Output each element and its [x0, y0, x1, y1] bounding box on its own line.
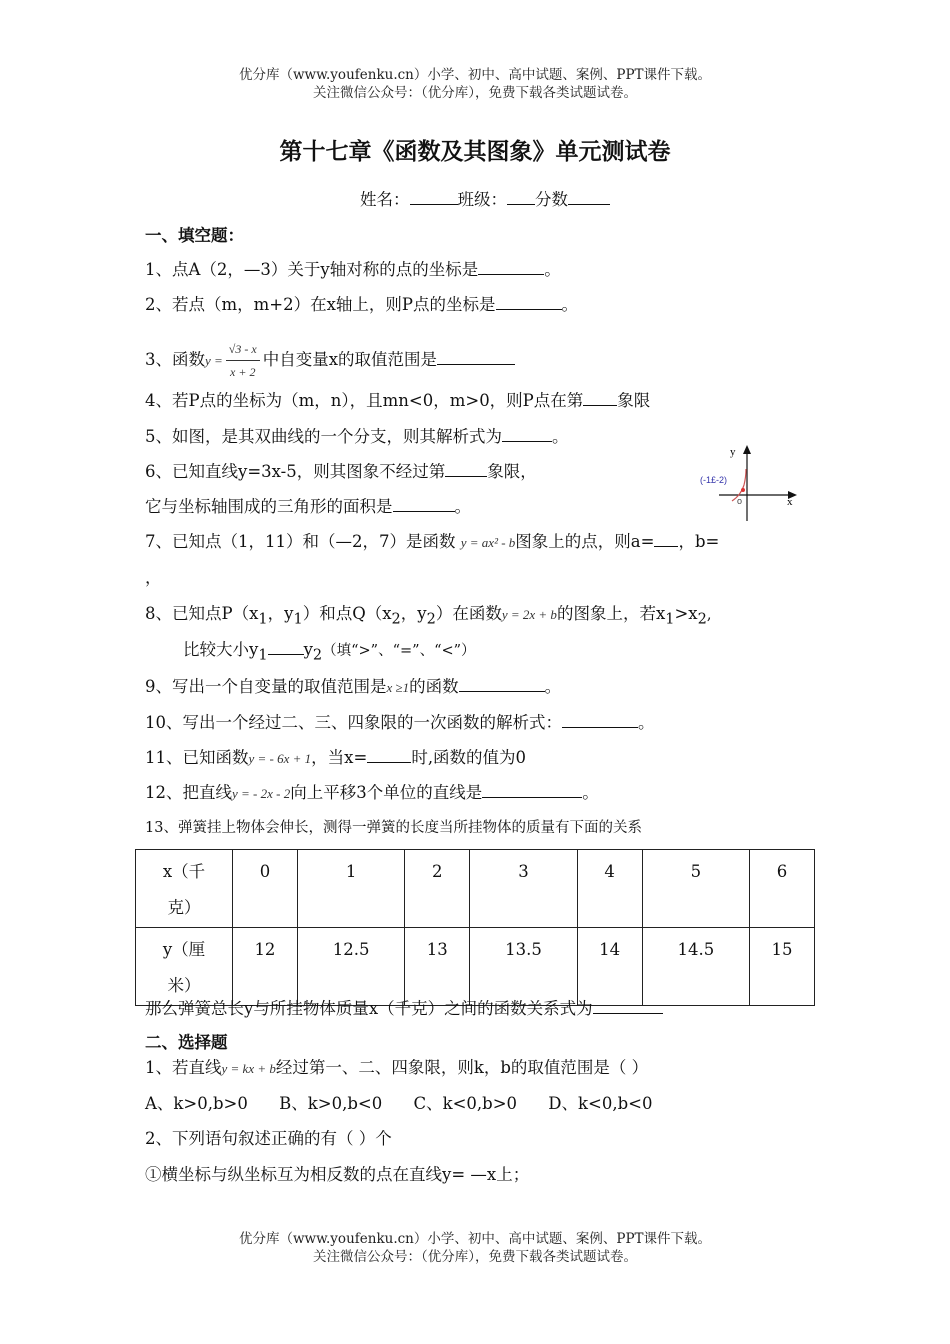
question-1-5 [145, 425, 569, 448]
q1-12-end: 。 [582, 783, 599, 802]
question-1-13: 13、弹簧挂上物体会伸长，测得一弹簧的长度当所挂物体的质量有下面的关系 [145, 820, 642, 836]
y-axis-label: y [730, 446, 736, 458]
section1-heading: 一、填空题： [145, 226, 244, 245]
q1-11-blank [367, 746, 411, 763]
table-cell: 12 [233, 928, 298, 1006]
question-2-2: 2、下列语句叙述正确的有（ ）个 [145, 1129, 392, 1148]
question-1-3 [145, 338, 515, 383]
table-cell: 3 [470, 850, 577, 928]
q1-9-end: 。 [544, 677, 562, 696]
page-title: 第十七章《函数及其图象》单元测试卷 [279, 139, 671, 165]
question-1-2 [145, 293, 578, 316]
q1-11-text-3: 时,函数的值为0 [411, 748, 527, 767]
table-row-y [136, 928, 815, 1006]
question-1-4 [145, 389, 650, 412]
question-1-6-cont [145, 495, 471, 518]
table-cell: 4 [577, 850, 642, 928]
score-blank [568, 188, 610, 205]
q1-9-formula: x ≥1 [386, 680, 410, 695]
q1-8-text-b2: >x [674, 604, 698, 623]
question-1-12 [145, 781, 599, 805]
question-1-8-cont [183, 638, 476, 666]
table-cell: 5 [642, 850, 749, 928]
row-label-y-a: y（厘 [162, 940, 206, 959]
q1-12-formula: y = - 2x - 2 [232, 786, 291, 801]
row-label-x-b: 克） [167, 898, 201, 917]
option-a: A、k>0,b>0 [145, 1094, 248, 1113]
q1-13-blank [593, 997, 663, 1014]
q1-11-text-2: ，当x= [311, 748, 368, 767]
class-blank [507, 188, 535, 205]
q1-5-blank [502, 425, 552, 442]
table-cell: 15 [750, 928, 815, 1006]
q1-9-blank [459, 675, 545, 692]
q1-8-sub: 2 [312, 647, 323, 664]
q2-1-text: 1、若直线 [145, 1058, 222, 1077]
q1-10-blank [562, 711, 638, 728]
q1-6-text: 6、已知直线y=3x-5，则其图象不经过第 [145, 462, 446, 481]
q1-8-sub: 1 [258, 647, 268, 664]
question-2-1 [145, 1057, 648, 1080]
row-label-y [136, 928, 233, 1006]
header-line-2: 关注微信公众号：（优分库），免费下载各类试题试卷。 [313, 85, 637, 101]
question-1-11 [145, 746, 526, 770]
option-d: D、k<0,b<0 [548, 1094, 653, 1113]
footer-line-1: 优分库（www.youfenku.cn）小学、初中、高中试题、案例、PPT课件下载。 [238, 1231, 712, 1247]
table-cell: 1 [297, 850, 404, 928]
q1-8-sub: 2 [697, 611, 707, 628]
q1-10-text: 10、写出一个经过二、三、四象限的一次函数的解析式： [145, 713, 562, 732]
q1-3-denominator: x + 2 [230, 365, 256, 379]
q1-7-text-2: 图象上的点，则a= [515, 532, 655, 551]
q1-7-formula: y = ax² - b [460, 535, 516, 550]
q1-3-numerator: √3 - x [226, 338, 260, 361]
q1-6-text-3: 它与坐标轴围成的三角形的面积是 [145, 497, 393, 516]
question-2-1-options [145, 1093, 652, 1115]
q1-7-blank-a [654, 530, 678, 547]
table-cell: 0 [233, 850, 298, 928]
q1-9-text-2: 的函数 [409, 677, 459, 696]
q1-8-sub: 1 [665, 611, 675, 628]
q1-11-formula: y = - 6x + 1 [248, 751, 312, 766]
table-cell: 13 [405, 928, 470, 1006]
question-1-10 [145, 711, 655, 734]
q1-8-text-a2: ，y [267, 604, 294, 623]
q2-1-text-2: 经过第一、二、四象限，则k，b的取值范围是（ ） [275, 1058, 649, 1077]
header-line-1: 优分库（www.youfenku.cn）小学、初中、高中试题、案例、PPT课件下载。 [238, 67, 712, 83]
q1-2-end: 。 [561, 295, 579, 314]
q1-6-text-2: 象限， [487, 462, 537, 481]
q2-1-formula: y = kx + b [221, 1061, 276, 1076]
question-1-8 [145, 603, 711, 630]
q1-8-text-a5: ）在函数 [435, 604, 502, 623]
q1-10-end: 。 [638, 713, 655, 732]
q1-8-text-c3: （填“>”、“=”、“<”） [322, 643, 476, 659]
q1-8-blank [268, 638, 304, 655]
q1-8-text-c2: y [303, 640, 313, 659]
question-2-2-item-1: ①横坐标与纵坐标互为相反数的点在直线y= —x上； [145, 1165, 530, 1184]
q1-2-blank [496, 293, 562, 310]
q1-8-text-b: 的图象上，若x [556, 604, 666, 623]
q1-8-text-c: 比较大小y [183, 640, 259, 659]
q1-3-text: 3、函数 [145, 350, 205, 369]
table-cell: 14.5 [642, 928, 749, 1006]
q1-8-sub: 2 [391, 611, 401, 628]
q1-3-text-2: 中自变量x的取值范围是 [262, 350, 438, 369]
q1-3-fraction [226, 338, 260, 383]
q1-8-sub: 1 [293, 611, 303, 628]
q1-8-text-a3: ）和点Q（x [302, 604, 392, 623]
table-cell: 2 [405, 850, 470, 928]
section2-heading: 二、选择题 [145, 1033, 228, 1052]
q1-8-text-a4: ，y [400, 604, 427, 623]
question-1-7 [145, 530, 719, 554]
q1-4-blank [583, 389, 617, 406]
table-cell: 13.5 [470, 928, 577, 1006]
row-label-x-a: x（千 [162, 862, 206, 881]
q1-8-formula: y = 2x + b [501, 607, 557, 622]
option-c: C、k<0,b>0 [413, 1094, 518, 1113]
q1-7-text: 7、已知点（1，11）和（—2，7）是函数 [145, 532, 456, 551]
option-b: B、k>0,b<0 [279, 1094, 383, 1113]
name-label: 姓名： [360, 190, 410, 209]
q1-6-end: 。 [454, 497, 471, 516]
origin-label: o [737, 496, 743, 506]
q1-6-blank-1 [445, 460, 487, 477]
x-axis-label: x [787, 496, 793, 508]
q1-8-sub: 2 [426, 611, 436, 628]
q1-1-blank [478, 258, 544, 275]
q1-7-text-3: ，b= [678, 532, 720, 551]
q1-4-end: 象限 [617, 391, 651, 410]
spring-data-table [135, 849, 815, 1006]
q1-12-blank [482, 781, 582, 798]
q1-3-blank [437, 348, 515, 365]
q1-8-sub: 1 [258, 611, 268, 628]
point-label: (-1£-2) [700, 475, 728, 485]
q1-6-blank-2 [393, 495, 455, 512]
question-1-9 [145, 675, 561, 699]
q1-11-text: 11、已知函数 [145, 748, 249, 767]
q1-2-text: 2、若点（m，m+2）在x轴上，则P点的坐标是 [145, 295, 496, 314]
question-1-7-cont: ， [145, 568, 162, 587]
q1-1-text: 1、点A（2，—3）关于y轴对称的点的坐标是 [145, 260, 479, 279]
table-row-x [136, 850, 815, 928]
q1-9-text: 9、写出一个自变量的取值范围是 [145, 677, 387, 696]
point-marker [741, 488, 745, 492]
table-cell: 6 [750, 850, 815, 928]
student-info [360, 188, 610, 211]
score-label: 分数 [535, 190, 568, 209]
q1-5-text: 5、如图，是其双曲线的一个分支，则其解析式为 [145, 427, 502, 446]
q1-5-end: 。 [552, 427, 569, 446]
class-label: 班级： [457, 190, 507, 209]
question-1-13-cont [145, 997, 663, 1020]
row-label-x [136, 850, 233, 928]
footer-line-2: 关注微信公众号：（优分库），免费下载各类试题试卷。 [313, 1249, 637, 1265]
hyperbola-graph [697, 443, 807, 523]
q1-12-text-2: 向上平移3个单位的直线是 [290, 783, 483, 802]
table-cell: 14 [577, 928, 642, 1006]
q1-8-text-b3: , [706, 607, 712, 623]
question-1-1 [145, 258, 561, 281]
q1-8-text: 8、已知点P（x [145, 604, 259, 623]
q1-12-text: 12、把直线 [145, 783, 232, 802]
row-label-y-b: 米） [167, 976, 201, 995]
q1-1-end: 。 [544, 260, 561, 279]
table-cell: 12.5 [297, 928, 404, 1006]
name-blank [410, 188, 458, 205]
q1-3-formula-lhs: y = [205, 353, 223, 368]
q1-4-text: 4、若P点的坐标为（m，n），且mn<0，m>0，则P点在第 [145, 391, 584, 410]
q1-13-text-2: 那么弹簧总长y与所挂物体质量x（千克）之间的函数关系式为 [145, 999, 593, 1018]
y-axis-arrow [743, 445, 751, 454]
question-1-6 [145, 460, 537, 483]
